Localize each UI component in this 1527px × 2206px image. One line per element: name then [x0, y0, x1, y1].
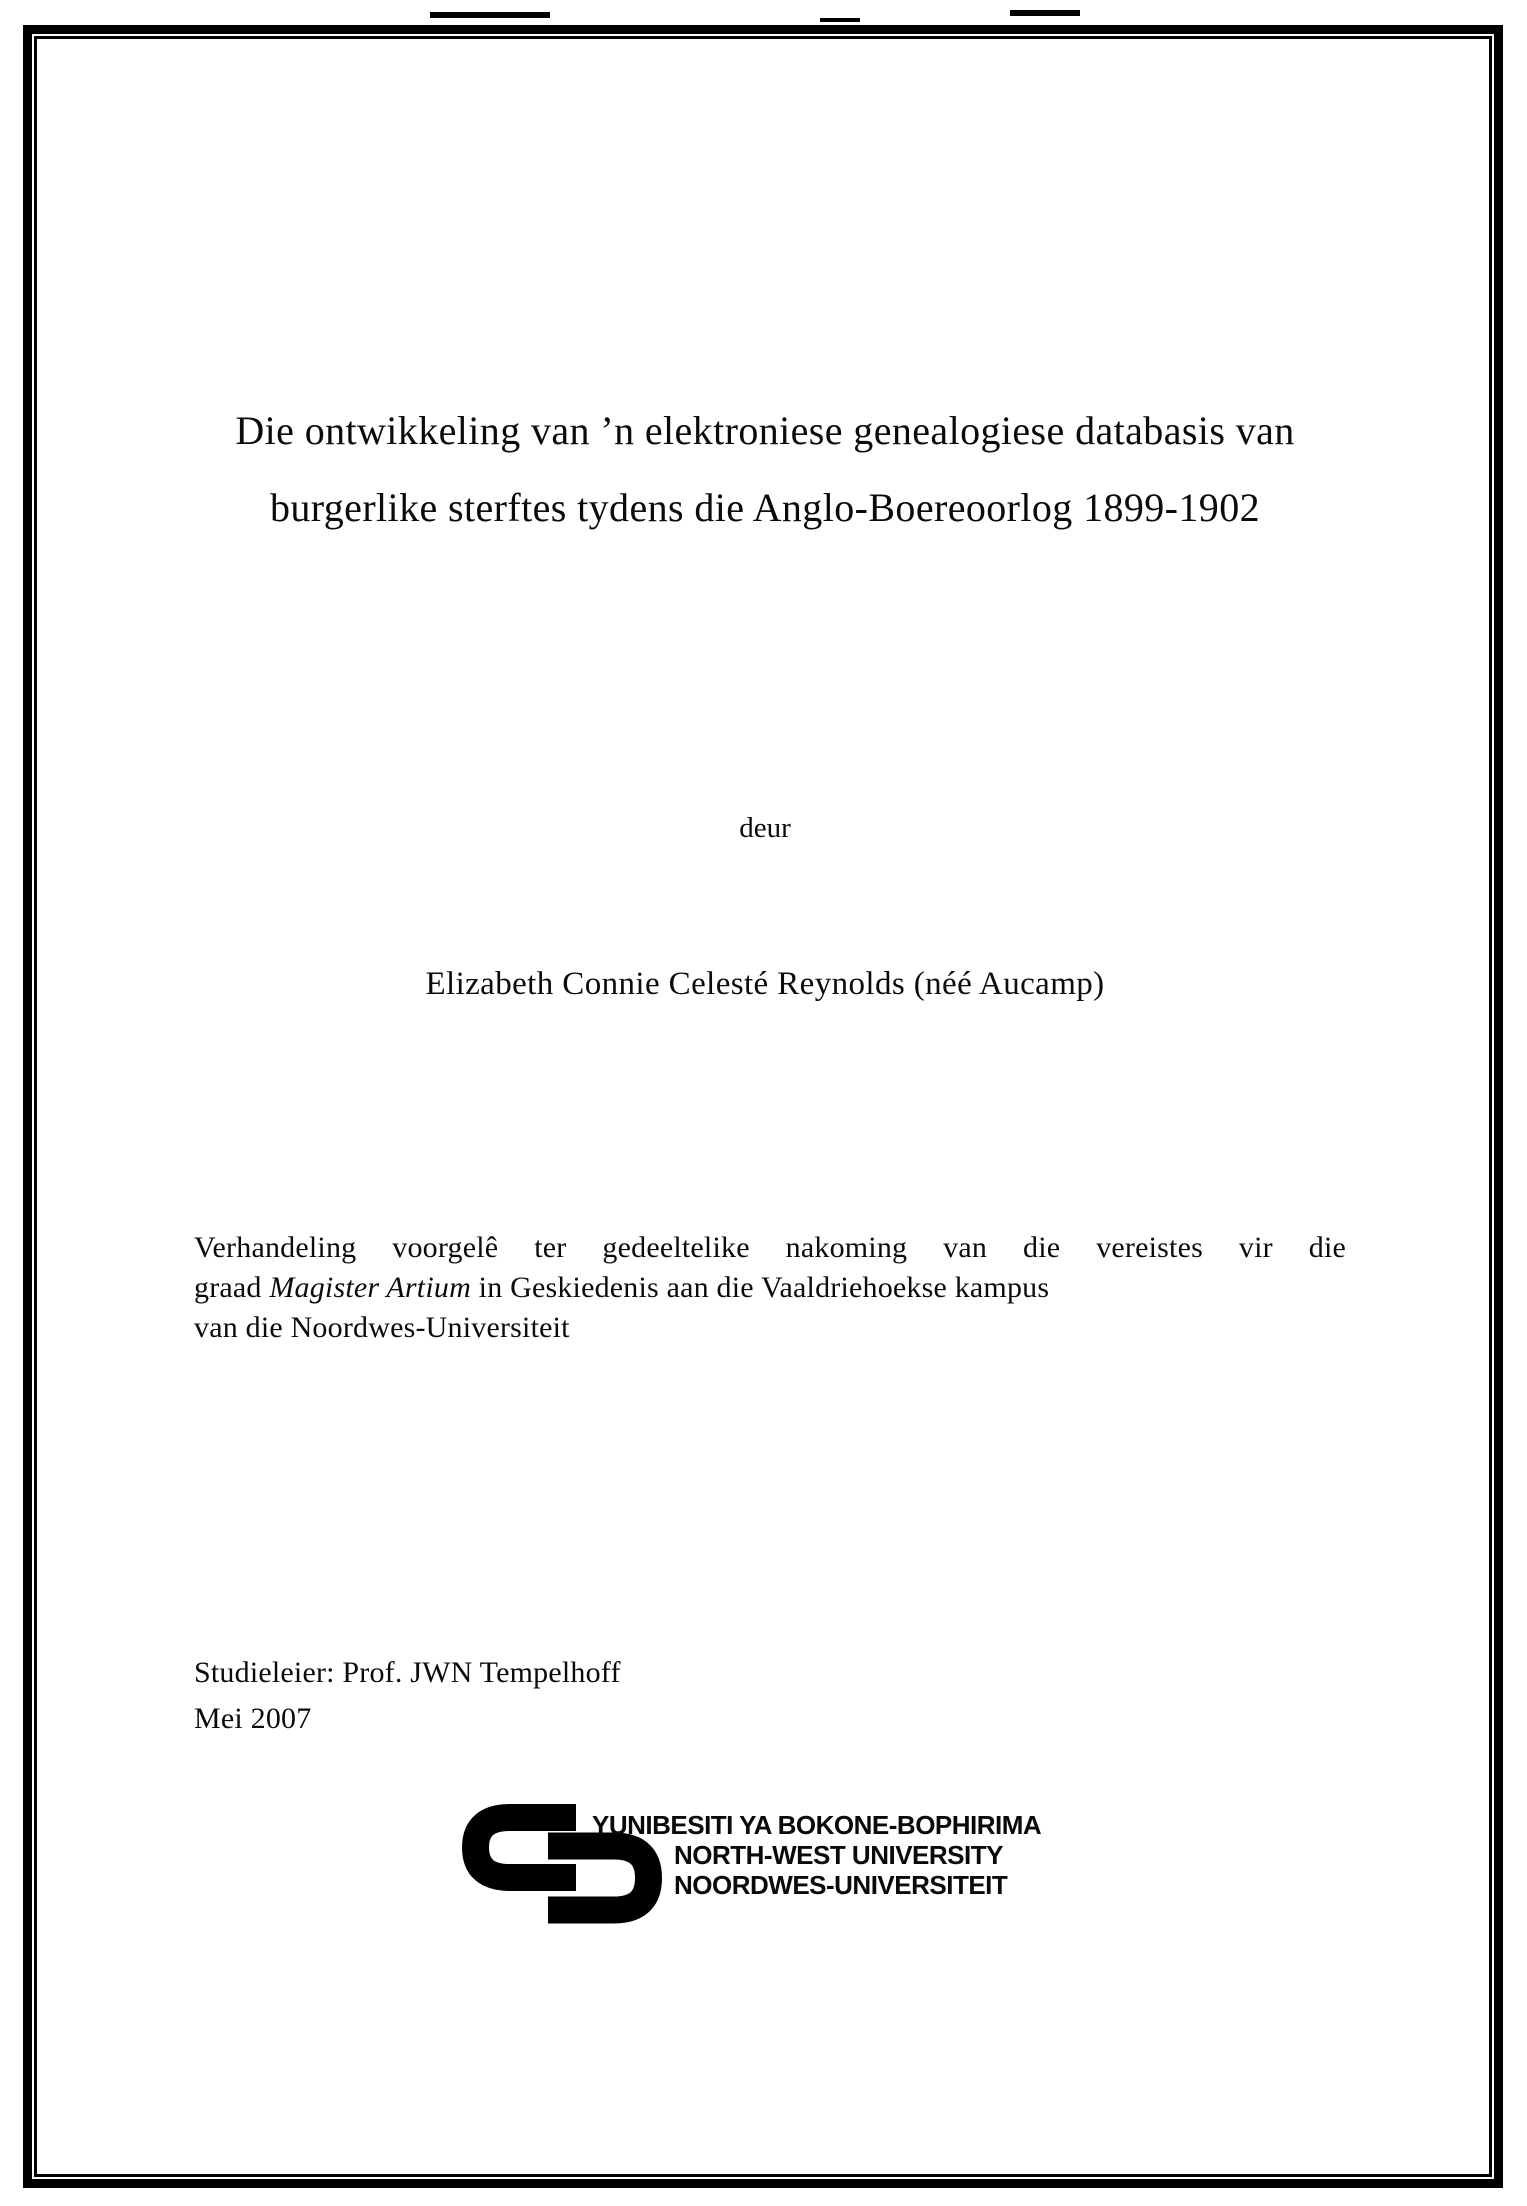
- logo-line-english: NORTH-WEST UNIVERSITY: [674, 1840, 1003, 1870]
- logo-line-setswana: YUNIBESITI YA BOKONE-BOPHIRIMA: [592, 1810, 1042, 1840]
- university-logo: [462, 1804, 1102, 1934]
- date-line: Mei 2007: [194, 1702, 312, 1735]
- logo-line-afrikaans: NOORDWES-UNIVERSITEIT: [674, 1870, 1008, 1900]
- thesis-title: [170, 392, 1360, 546]
- magister-artium-italic: Magister Artium: [269, 1271, 471, 1304]
- statement-line-2-pre: graad: [194, 1271, 270, 1304]
- statement-line-2: [194, 1268, 1346, 1308]
- author-name: Elizabeth Connie Celesté Reynolds (néé Aucamp): [425, 966, 1105, 1002]
- supervisor-block: [194, 1650, 621, 1742]
- scan-artifact: [820, 18, 860, 22]
- statement-line-2-post: in Geskiedenis aan die Vaaldriehoekse kampus: [470, 1271, 1050, 1304]
- statement-line-3: van die Noordwes-Universiteit: [194, 1311, 570, 1344]
- logo-text: [592, 1810, 1041, 1900]
- title-line-2: burgerlike sterftes tydens die Anglo-Boereoorlog 1899-1902: [269, 485, 1261, 530]
- title-line-1: Die ontwikkeling van ’n elektroniese genealogiese databasis van: [235, 408, 1295, 453]
- supervisor-line: Studieleier: Prof. JWN Tempelhoff: [194, 1656, 621, 1689]
- statement-line-1: Verhandeling voorgelê ter gedeeltelike nakoming van die vereistes vir die: [194, 1231, 1346, 1264]
- byline-deur: deur: [739, 812, 791, 844]
- scan-artifact: [430, 12, 550, 18]
- degree-statement: [194, 1228, 1346, 1348]
- scan-artifact: [1010, 10, 1080, 16]
